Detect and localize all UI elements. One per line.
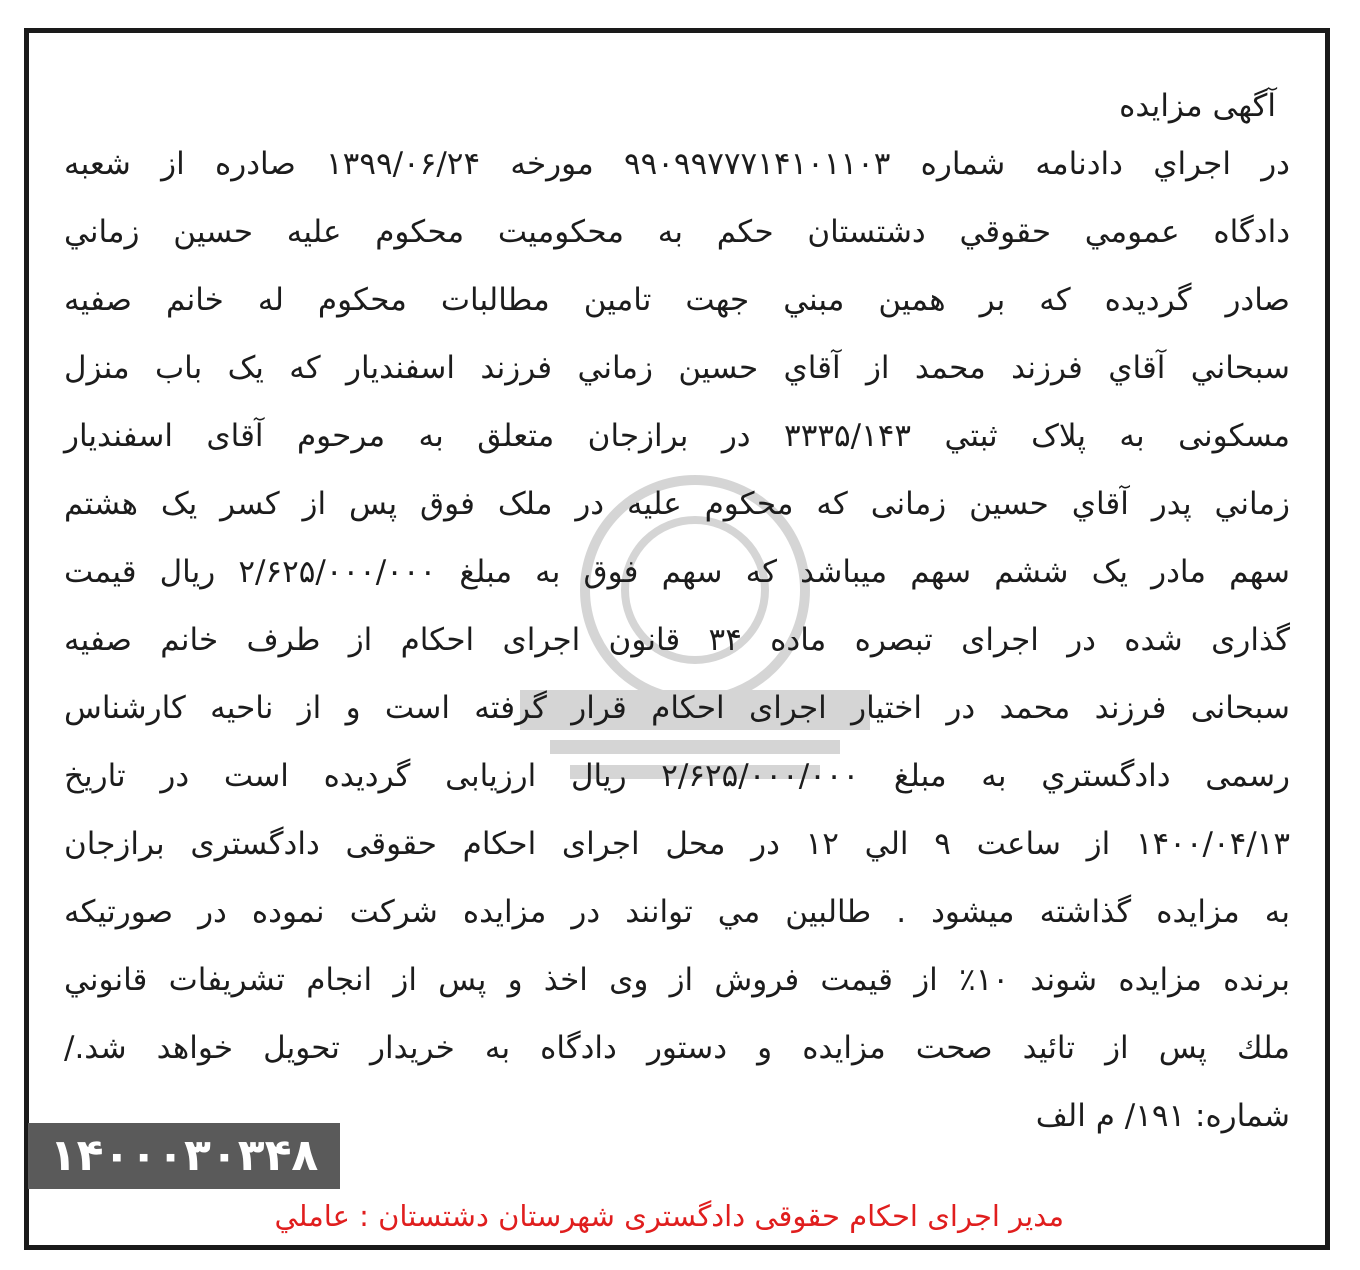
code-badge: ۱۴۰۰۰۳۰۳۴۸ [28,1123,340,1189]
notice-title: آگهی مزایده [1119,88,1276,124]
notice-line: در اجراي دادنامه شماره ۹۹۰۹۹۷۷۷۱۴۱۰۱۱۰۳ مورخه ۱۳۹۹/۰۶/۲۴ صادره از شعبه [64,146,1290,182]
signature-line: مدير اجرای احكام حقوقی دادگستری شهرستان دشتستان : عاملي [274,1199,1064,1233]
notice-line: صادر گرديده كه بر همين مبني جهت تامين مطالبات محكوم له خانم صفيه [64,282,1290,318]
notice-line: گذاری شده در اجرای تبصره ماده ۳۴ قانون اجرای احكام از طرف خانم صفيه [64,622,1290,658]
notice-line: برنده مزايده شوند ۱۰٪ از قيمت فروش از وی اخذ و پس از انجام تشريفات قانوني [64,962,1290,998]
notice-line: دادگاه عمومي حقوقي دشتستان حكم به محكوميت محكوم عليه حسين زماني [64,214,1290,250]
notice-line: زماني پدر آقاي حسين زمانی كه محكوم عليه در ملک فوق پس از كسر يک هشتم [64,486,1290,522]
notice-line: ملك پس از تائيد صحت مزايده و دستور دادگاه به خريدار تحويل خواهد شد./ [64,1030,1290,1066]
notice-line: رسمی دادگستري به مبلغ ۲/۶۲۵/۰۰۰/۰۰۰ ريال ارزيابی گرديده است در تاريخ [64,758,1291,794]
notice-line: ۱۴۰۰/۰۴/۱۳ از ساعت ۹ الي ۱۲ در محل اجرای احكام حقوقی دادگستری برازجان [64,826,1290,862]
notice-line: سبحاني آقاي فرزند محمد از آقاي حسين زماني فرزند اسفنديار كه يک باب منزل [64,350,1290,386]
notice-number: شماره: ۱۹۱/ م الف [1035,1098,1290,1134]
notice-line: به مزايده گذاشته ميشود . طالبين مي توانند در مزايده شركت نموده در صورتيكه [64,894,1290,930]
notice-line: سهم مادر يک ششم سهم ميباشد كه سهم فوق به مبلغ ۲/۶۲۵/۰۰۰/۰۰۰ ريال قيمت [64,554,1290,590]
notice-line: مسكونی به پلاک ثبتي ۳۳۳۵/۱۴۳ در برازجان متعلق به مرحوم آقای اسفنديار [64,418,1290,454]
notice-content [64,84,1290,1150]
notice-line: سبحانی فرزند محمد در اختيار اجرای احكام قرار گرفته است و از ناحيه كارشناس [64,690,1290,726]
